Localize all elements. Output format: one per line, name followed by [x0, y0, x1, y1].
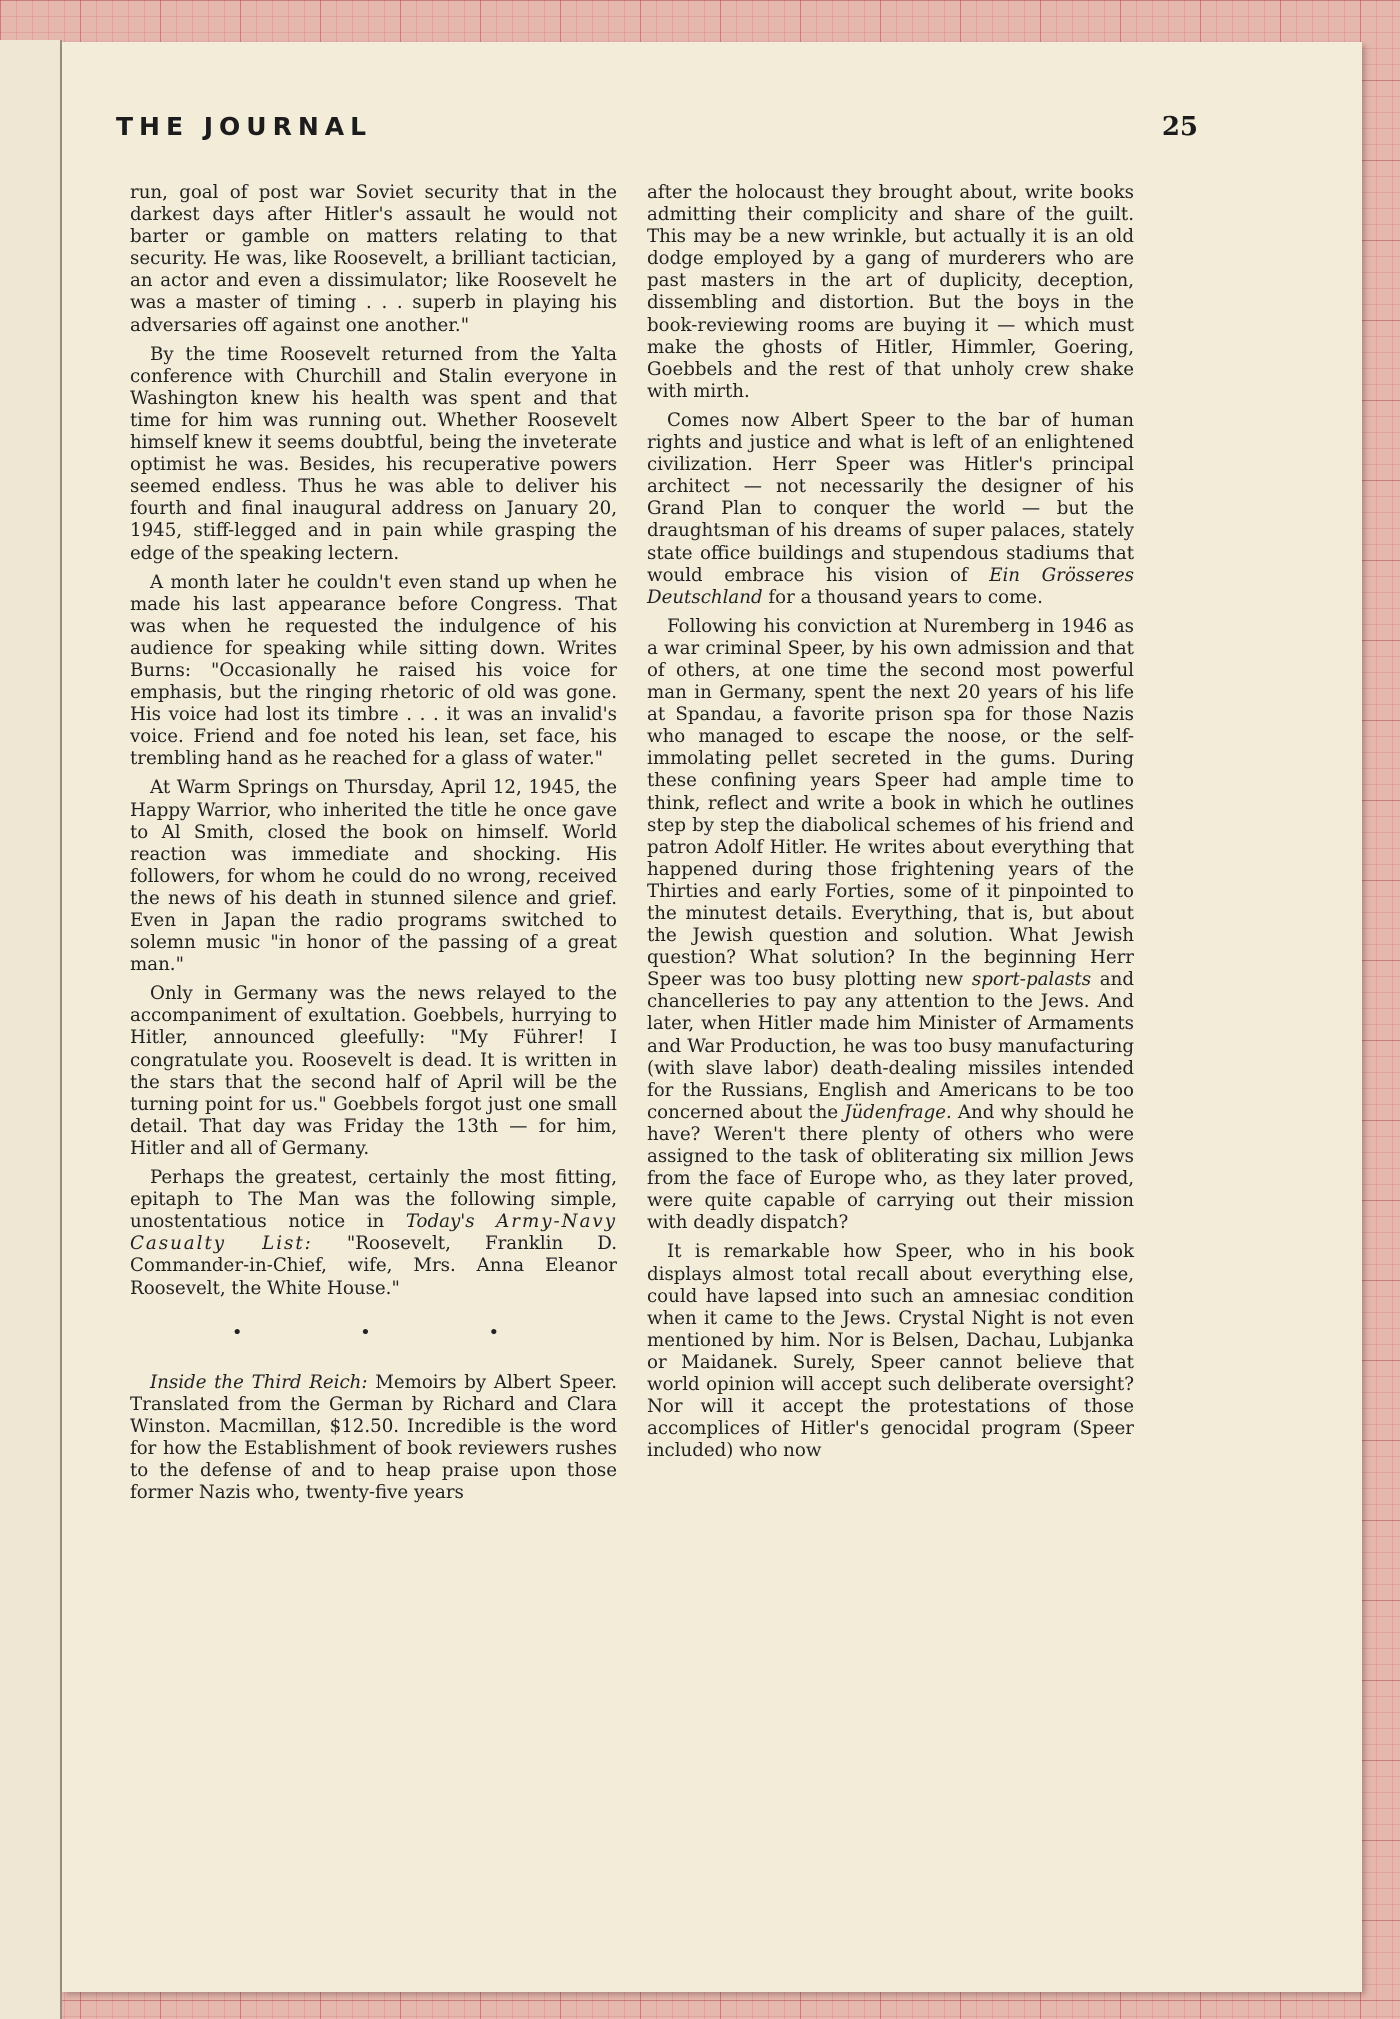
previous-page-edge: [0, 40, 62, 2019]
text-span: for a thousand years to come.: [762, 586, 1043, 608]
paragraph: By the time Roosevelt returned from the Yalta conference with Churchill and Stalin everyone in Washington knew his health was spent and that time for him was running out. Whether Roosevelt himself knew it seems doubtful, being the inveterate optimist he was. Besides, his recuperative powers seemed endless. Thus he was able to deliver his fourth and final inaugural address on January 20, 1945, stiff-legged and in pain while grasping the edge of the speaking lectern.: [130, 343, 617, 564]
book-title: Inside the Third Reich:: [150, 1371, 368, 1393]
text-span: and chancelleries to pay any attention to the Jews. And later, when Hitler made him Minister of Armaments and War Production, he was too busy manufacturing (with slave labor) death-dealing missiles intended for the Russians, English and Americans to be too concerned about the: [647, 969, 1135, 1123]
italic-text: sport-palasts: [971, 969, 1092, 991]
journal-title: THE JOURNAL: [116, 112, 373, 141]
paragraph: [647, 410, 1134, 609]
paragraph: It is remarkable how Speer, who in his book displays almost total recall about everything else, could have lapsed into such an amnesiac condition when it came to the Jews. Crystal Night is not even mentioned by him. Nor is Belsen, Dachau, Lubjanka or Maidanek. Surely, Speer cannot believe that world opinion will accept such deliberate oversight? Nor will it accept the protestations of those accomplices of Hitler's genocidal program (Speer included) who now: [647, 1241, 1134, 1462]
italic-text: Jüdenfrage.: [844, 1101, 952, 1123]
paragraph: [130, 1167, 617, 1300]
text-span: Comes now Albert Speer to the bar of human rights and justice and what is left of an enlightened civilization. Herr Speer was Hitler's principal architect — not necessarily the designer of his Grand Plan to conquer the world — but the draughtsman of his dreams of super palaces, stately state office buildings and stupendous stadiums that would embrace his vision of: [647, 409, 1134, 586]
italic-text: Army-Navy Casualty List:: [130, 1211, 617, 1255]
page-number: 25: [1161, 112, 1198, 142]
right-column: [647, 182, 1134, 1469]
paragraph: [647, 616, 1134, 1235]
paragraph: A month later he couldn't even stand up when he made his last appearance before Congress. That was when he requested the indulgence of his audience for speaking while sitting down. Writes Burns: "Occasionally he raised his voice for emphasis, but the ringing rhetoric of old was gone. His voice had lost its timbre . . . it was an invalid's voice. Friend and foe noted his lean, set face, his trembling hand as he reached for a glass of water.": [130, 571, 617, 770]
paragraph: Only in Germany was the news relayed to the accompaniment of exultation. Goebbels, hurrying to Hitler, announced gleefully: "My Führer! I congratulate you. Roosevelt is dead. It is written in the stars that the second half of April will be the turning point for us." Goebbels forgot just one small detail. That day was Friday the 13th — for him, Hitler and all of Germany.: [130, 983, 617, 1159]
paragraph: At Warm Springs on Thursday, April 12, 1945, the Happy Warrior, who inherited the title he once gave to Al Smith, closed the book on himself. World reaction was immediate and shocking. His followers, for whom he could do no wrong, received the news of his death in stunned silence and grief. Even in Japan the radio programs switched to solemn music "in honor of the passing of a great man.": [130, 777, 617, 976]
text-span: Memoirs by Albert Speer. Translated from the German by Richard and Clara Winston. Macmillan, $12.50. Incredible is the word for how the Establishment of book reviewers rushes to the defense of and to heap praise upon those former Nazis who, twenty-five years: [130, 1371, 617, 1504]
text-span: Perhaps the greatest, certainly the most fitting, epitaph to The Man was the following simple, unostentatious notice in: [130, 1167, 617, 1233]
page-header: [116, 112, 1198, 152]
text-span: "Roosevelt, Franklin D. Commander-in-Chief, wife, Mrs. Anna Eleanor Roosevelt, the White House.": [130, 1233, 617, 1299]
left-column: [130, 182, 617, 1511]
paragraph: run, goal of post war Soviet security that in the darkest days after Hitler's assault he would not barter or gamble on matters relating to that security. He was, like Roosevelt, a brilliant tactician, an actor and even a dissimulator; like Roosevelt he was a master of timing . . . superb in playing his adversaries off against one another.": [130, 182, 617, 336]
paragraph: after the holocaust they brought about, write books admitting their complicity and share of the guilt. This may be a new wrinkle, but actually it is an old dodge employed by a gang of murderers who are past masters in the art of duplicity, deception, dissembling and distortion. But the boys in the book-reviewing rooms are buying it — which must make the ghosts of Hitler, Himmler, Goering, Goebbels and the rest of that unholy crew shake with mirth.: [647, 182, 1134, 402]
text-span: And why should he have? Weren't there plenty of others who were assigned to the task of obliterating six million Jews from the face of Europe who, as they later proved, were quite capable of carrying out their mission with deadly dispatch?: [647, 1101, 1134, 1234]
italic-text: Ein Grösseres Deutschland: [647, 564, 1135, 608]
section-separator: • • •: [231, 1321, 556, 1343]
book-review-paragraph: [130, 1372, 617, 1505]
italic-text: Today's: [405, 1211, 475, 1233]
text-span: Following his conviction at Nuremberg in 1946 as a war criminal Speer, by his own admission and that of others, at one time the second most powerful man in Germany, spent the next 20 years of his life at Spandau, a favorite prison spa for those Nazis who managed to escape the noose, or the self-immolating pellet secreted in the gums. During these confining years Speer had ample time to think, reflect and write a book in which he outlines step by step the diabolical schemes of his friend and patron Adolf Hitler. He writes about everything that happened during those frightening years of the Thirties and early Forties, some of it pinpointed to the minutest details. Everything, that is, but about the Jewish question and solution. What Jewish question? What solution? In the beginning Herr Speer was too busy plotting new: [647, 615, 1134, 991]
